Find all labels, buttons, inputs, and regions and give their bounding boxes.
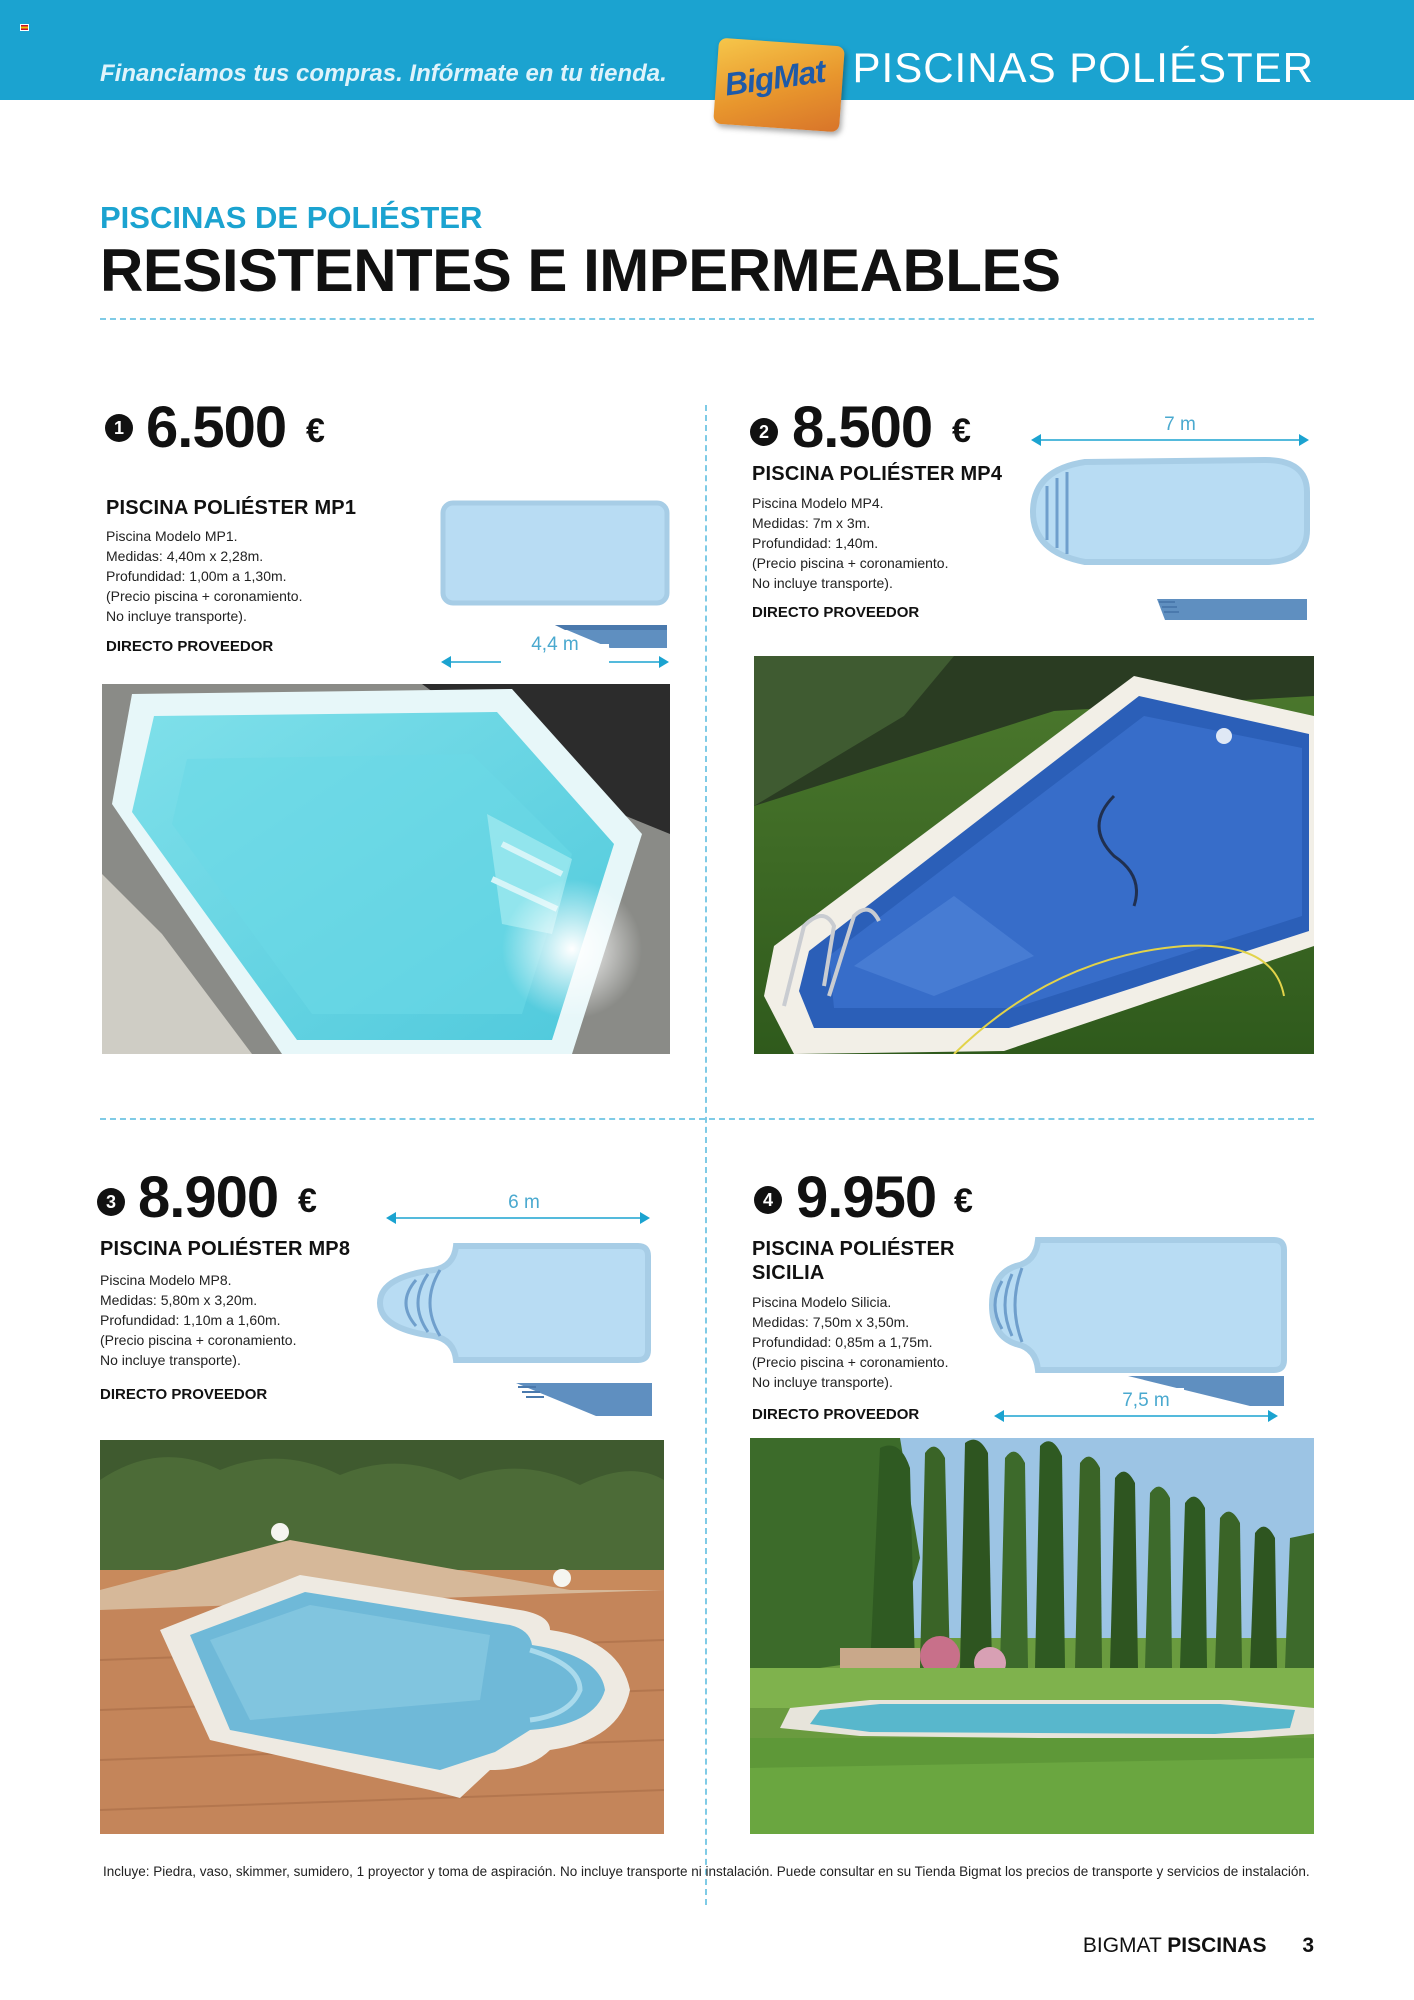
currency-symbol: € [298,1182,317,1220]
page-folio [1083,1934,1314,1958]
product-name: PISCINA POLIÉSTER MP1 [106,497,357,519]
product-price: 8.900 [138,1165,279,1230]
pool-photo-mp8 [100,1440,664,1834]
product-price: 9.950 [796,1165,937,1230]
product-name: PISCINA POLIÉSTER MP4 [752,463,1003,485]
spec-line: No incluye transporte). [100,1352,241,1368]
spec-line: No incluye transporte). [106,608,247,624]
product-number-badge: 4 [754,1186,782,1214]
product-name: PISCINA POLIÉSTER MP8 [100,1238,351,1260]
pool-diagram-sicilia [988,1236,1288,1431]
product-specs [752,1292,949,1392]
product-specs [752,493,949,593]
page-heading: RESISTENTES E IMPERMEABLES [100,237,1061,304]
supplier-label: DIRECTO PROVEEDOR [752,604,920,621]
spec-line: Piscina Modelo MP1. [106,528,238,544]
folio-section: PISCINAS [1167,1934,1267,1957]
spec-line: Profundidad: 1,00m a 1,30m. [106,568,287,584]
pool-photo-sicilia [750,1438,1314,1834]
product-price: 6.500 [146,395,287,460]
dimension-label: 6 m [508,1192,540,1213]
currency-symbol: € [952,412,971,450]
spec-line: (Precio piscina + coronamiento. [752,555,949,571]
product-name [752,1237,955,1285]
header-bar [0,0,1414,100]
folio-brand: BIGMAT [1082,1934,1162,1957]
pool-diagram-mp4 [1025,402,1315,637]
supplier-label: DIRECTO PROVEEDOR [100,1386,268,1403]
supplier-label: DIRECTO PROVEEDOR [106,638,274,655]
spec-line: (Precio piscina + coronamiento. [106,588,303,604]
dimension-label: 7,5 m [1122,1390,1170,1411]
product-name-line: PISCINA POLIÉSTER [752,1238,955,1260]
spec-line: Profundidad: 0,85m a 1,75m. [752,1334,933,1350]
pool-diagram-mp8 [376,1184,656,1429]
product-specs [100,1270,297,1370]
spain-flag-icon [20,24,29,31]
product-number-badge: 2 [750,418,778,446]
spec-line: Piscina Modelo Silicia. [752,1294,892,1310]
logo-text: BigMat [722,52,828,103]
financing-tagline: Financiamos tus compras. Infórmate en tu tienda. [100,60,667,87]
spec-line: (Precio piscina + coronamiento. [100,1332,297,1348]
section-title: PISCINAS POLIÉSTER [852,44,1314,91]
spec-line: No incluye transporte). [752,1374,893,1390]
divider-top [100,318,1314,320]
product-number-badge: 3 [97,1188,125,1216]
spec-line: No incluye transporte). [752,575,893,591]
spec-line: Medidas: 5,80m x 3,20m. [100,1292,258,1308]
spec-line: Piscina Modelo MP8. [100,1272,232,1288]
currency-symbol: € [306,412,325,450]
spec-line: Medidas: 4,40m x 2,28m. [106,548,264,564]
spec-line: Medidas: 7,50m x 3,50m. [752,1314,910,1330]
spec-line: (Precio piscina + coronamiento. [752,1354,949,1370]
product-number-badge: 1 [105,414,133,442]
supplier-label: DIRECTO PROVEEDOR [752,1406,920,1423]
footnote: Incluye: Piedra, vaso, skimmer, sumidero, 1 proyector y toma de aspiración. No incluye transporte ni instalación. Puede consultar en su Tienda Bigmat los precios de transporte y servicios de instalación. [103,1864,1310,1879]
product-name-line: SICILIA [752,1262,825,1284]
spec-line: Piscina Modelo MP4. [752,495,884,511]
divider-vertical [705,405,707,1905]
pool-diagram-mp1 [435,498,675,683]
page-number: 3 [1302,1934,1314,1957]
spec-line: Profundidad: 1,40m. [752,535,879,551]
spec-line: Profundidad: 1,10m a 1,60m. [100,1312,281,1328]
bigmat-logo [713,38,845,133]
divider-middle [100,1118,1314,1120]
spec-line: Medidas: 7m x 3m. [752,515,871,531]
currency-symbol: € [954,1182,973,1220]
dimension-label: 4,4 m [531,634,579,655]
pool-photo-mp4 [754,656,1314,1054]
product-price: 8.500 [792,395,933,460]
page-subheading: PISCINAS DE POLIÉSTER [100,200,483,235]
dimension-label: 7 m [1164,414,1196,435]
pool-photo-mp1 [102,684,670,1054]
product-specs [106,526,303,626]
